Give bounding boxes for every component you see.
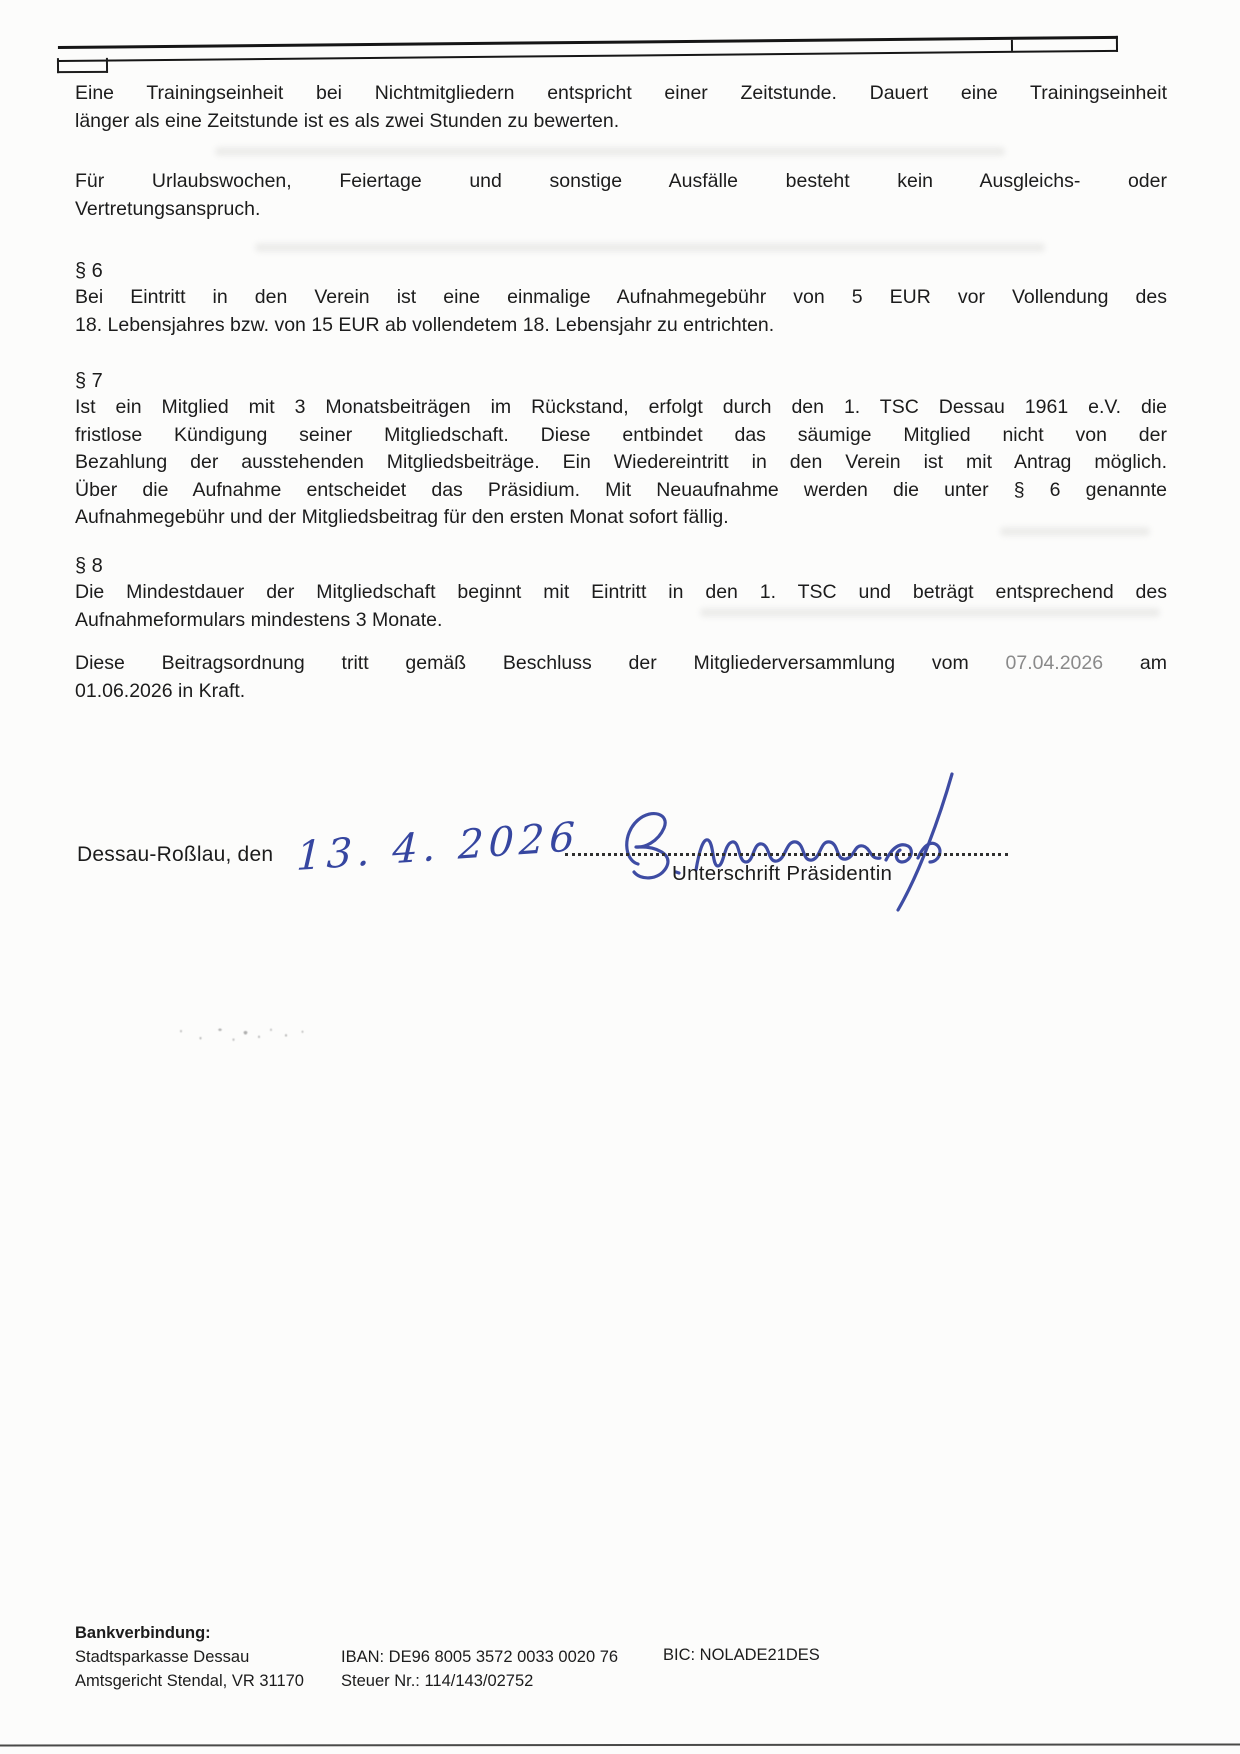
paragraph-line: 18. Lebensjahres bzw. von 15 EUR ab vollendetem 18. Lebensjahr zu entrichten. (75, 313, 775, 336)
paragraph-trainingseinheit (75, 80, 1167, 135)
section-6-text (75, 284, 1167, 339)
paragraph-line: länger als eine Zeitstunde ist es als zwei Stunden zu bewerten. (75, 109, 620, 132)
section-7-heading: § 7 (75, 370, 103, 392)
decision-date: 07.04.2026 (1005, 652, 1104, 674)
scan-border-left-stub (57, 58, 108, 73)
paragraph-line: 01.06.2026 in Kraft. (75, 679, 246, 702)
court-register: Amtsgericht Stendal, VR 31170 (75, 1672, 304, 1690)
paragraph-urlaubswochen (75, 168, 1167, 223)
paragraph-inkrafttreten (75, 650, 1167, 705)
paragraph-line: Bezahlung der ausstehenden Mitgliedsbeiträge. Ein Wiedereintritt in den Verein ist mit Antrag möglich. (75, 451, 1167, 473)
scan-table-border-artifact (58, 36, 1118, 62)
scan-ghost-text (1000, 527, 1150, 536)
scan-border-cell-divider (1011, 40, 1013, 51)
scan-ghost-text (255, 243, 1045, 252)
paragraph-line (75, 650, 1167, 678)
bic-value: BIC: NOLADE21DES (663, 1646, 820, 1664)
paragraph-line: Aufnahmeformulars mindestens 3 Monate. (75, 608, 443, 631)
tax-number: Steuer Nr.: 114/143/02752 (341, 1672, 534, 1690)
section-8-text (75, 579, 1167, 634)
inkraft-prefix: Diese Beitragsordnung tritt gemäß Beschluss der Mitgliederversammlung vom (75, 652, 969, 674)
paragraph-line: Aufnahmegebühr und der Mitgliedsbeitrag für den ersten Monat sofort fällig. (75, 506, 729, 528)
paragraph-line: Über die Aufnahme entscheidet das Präsidium. Mit Neuaufnahme werden die unter § 6 genannte (75, 478, 1167, 501)
paragraph-line: fristlose Kündigung seiner Mitgliedschaft. Diese entbindet das säumige Mitglied nicht von der (75, 423, 1167, 446)
section-8-heading: § 8 (75, 555, 103, 577)
section-7-text (75, 394, 1167, 532)
paragraph-line: Eine Trainingseinheit bei Nichtmitgliedern entspricht einer Zeitstunde. Dauert eine Trainingseinheit (75, 82, 1167, 104)
paragraph-line: Bei Eintritt in den Verein ist eine einmalige Aufnahmegebühr von 5 EUR vor Vollendung des (75, 286, 1167, 308)
section-6-heading: § 6 (75, 260, 103, 282)
bank-heading: Bankverbindung: (75, 1624, 211, 1642)
scan-smudge-artifact (163, 1020, 313, 1048)
scan-ghost-text (215, 147, 1005, 156)
paragraph-line: Für Urlaubswochen, Feiertage und sonstige Ausfälle besteht kein Ausgleichs- oder (75, 170, 1167, 192)
place-date-label: Dessau-Roßlau, den (77, 843, 274, 866)
signature-dotted-line (565, 843, 1008, 856)
iban-value: IBAN: DE96 8005 3572 0033 0020 76 (341, 1648, 619, 1666)
signature-caption: Unterschrift Präsidentin (672, 862, 893, 885)
paragraph-line: Vertretungsanspruch. (75, 197, 261, 220)
paragraph-line: Die Mindestdauer der Mitgliedschaft beginnt mit Eintritt in den 1. TSC und beträgt entsprechend des (75, 581, 1167, 603)
bank-name: Stadtsparkasse Dessau (75, 1648, 250, 1666)
scan-ghost-text (700, 608, 1160, 617)
paragraph-line: Ist ein Mitglied mit 3 Monatsbeiträgen im Rückstand, erfolgt durch den 1. TSC Dessau 1961 e.V. die (75, 396, 1167, 418)
scan-bottom-edge-line (0, 1743, 1240, 1746)
inkraft-suffix: am (1139, 652, 1167, 674)
handwritten-date: 13. 4. 2026 (295, 813, 581, 881)
